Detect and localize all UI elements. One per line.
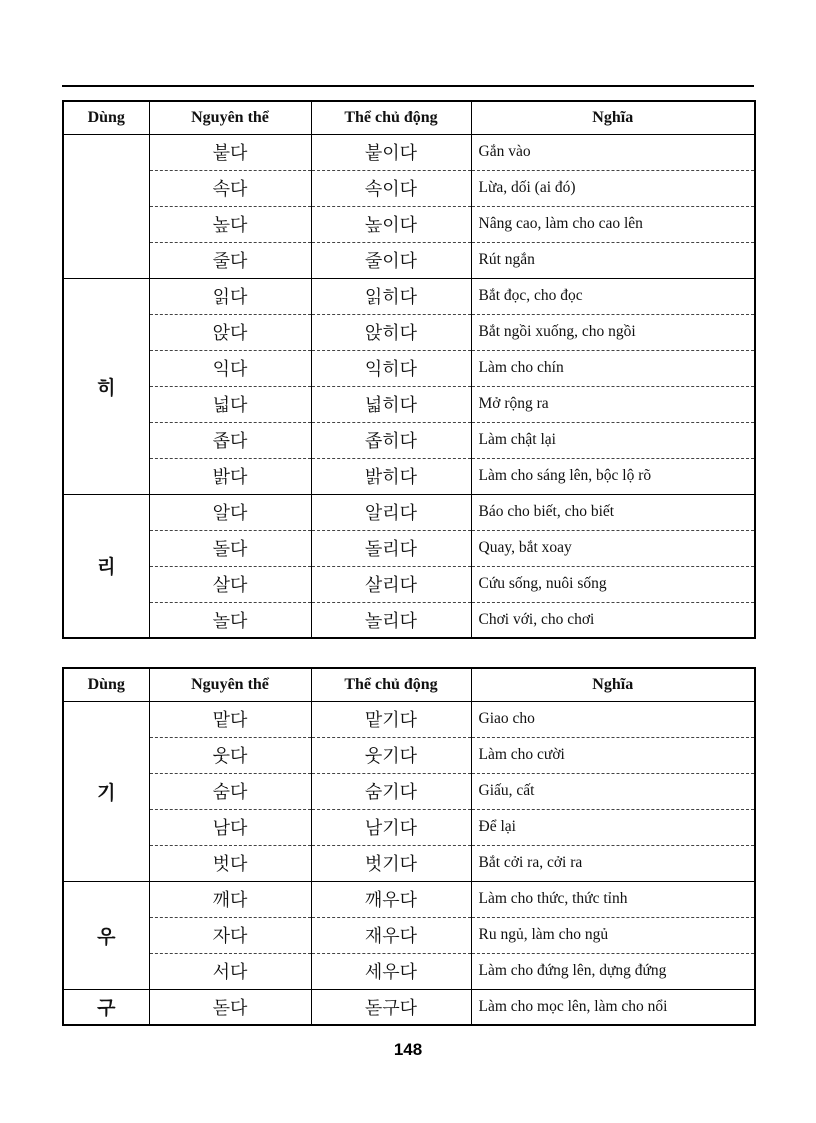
table-row <box>63 314 755 350</box>
causative-form-cell: 속이다 <box>311 170 471 206</box>
meaning-cell: Mở rộng ra <box>471 386 755 422</box>
table-row <box>63 458 755 494</box>
base-form-cell: 읽다 <box>149 278 311 314</box>
column-header-nguyen-the: Nguyên thể <box>149 668 311 701</box>
table-row <box>63 701 755 737</box>
meaning-cell: Làm cho sáng lên, bộc lộ rõ <box>471 458 755 494</box>
meaning-cell: Ru ngủ, làm cho ngủ <box>471 917 755 953</box>
column-header-dung: Dùng <box>63 101 149 134</box>
table-row <box>63 170 755 206</box>
causative-form-cell: 웃기다 <box>311 737 471 773</box>
causative-form-cell: 깨우다 <box>311 881 471 917</box>
table-row <box>63 422 755 458</box>
group-suffix-label: 기 <box>63 701 149 881</box>
table-row <box>63 350 755 386</box>
meaning-cell: Làm cho chín <box>471 350 755 386</box>
base-form-cell: 넓다 <box>149 386 311 422</box>
base-form-cell: 깨다 <box>149 881 311 917</box>
verb-table-section-2 <box>62 667 756 1026</box>
meaning-cell: Làm cho thức, thức tỉnh <box>471 881 755 917</box>
meaning-cell: Bắt đọc, cho đọc <box>471 278 755 314</box>
group-suffix-label: 히 <box>63 278 149 494</box>
causative-form-cell: 돋구다 <box>311 989 471 1025</box>
causative-form-cell: 좁히다 <box>311 422 471 458</box>
meaning-cell: Bắt cởi ra, cởi ra <box>471 845 755 881</box>
header-row <box>63 101 755 134</box>
table-row <box>63 845 755 881</box>
table-row <box>63 242 755 278</box>
column-header-nghia: Nghĩa <box>471 668 755 701</box>
meaning-cell: Để lại <box>471 809 755 845</box>
base-form-cell: 알다 <box>149 494 311 530</box>
meaning-cell: Làm chật lại <box>471 422 755 458</box>
group-suffix-label <box>63 134 149 278</box>
group-suffix-label: 우 <box>63 881 149 989</box>
column-header-nghia: Nghĩa <box>471 101 755 134</box>
meaning-cell: Làm cho mọc lên, làm cho nổi <box>471 989 755 1025</box>
base-form-cell: 붙다 <box>149 134 311 170</box>
causative-form-cell: 익히다 <box>311 350 471 386</box>
group-suffix-label: 구 <box>63 989 149 1025</box>
table-row <box>63 206 755 242</box>
base-form-cell: 앉다 <box>149 314 311 350</box>
causative-form-cell: 알리다 <box>311 494 471 530</box>
meaning-cell: Giao cho <box>471 701 755 737</box>
causative-form-cell: 넓히다 <box>311 386 471 422</box>
meaning-cell: Làm cho cười <box>471 737 755 773</box>
column-header-the-chu-dong: Thể chủ động <box>311 101 471 134</box>
verb-conjugation-table <box>62 100 756 639</box>
table-row <box>63 494 755 530</box>
table-row <box>63 989 755 1025</box>
base-form-cell: 서다 <box>149 953 311 989</box>
base-form-cell: 숨다 <box>149 773 311 809</box>
base-form-cell: 좁다 <box>149 422 311 458</box>
meaning-cell: Bắt ngồi xuống, cho ngồi <box>471 314 755 350</box>
causative-form-cell: 밝히다 <box>311 458 471 494</box>
table-row <box>63 602 755 638</box>
causative-form-cell: 벗기다 <box>311 845 471 881</box>
meaning-cell: Gắn vào <box>471 134 755 170</box>
meaning-cell: Giấu, cất <box>471 773 755 809</box>
causative-form-cell: 읽히다 <box>311 278 471 314</box>
causative-form-cell: 놀리다 <box>311 602 471 638</box>
meaning-cell: Quay, bắt xoay <box>471 530 755 566</box>
column-header-the-chu-dong: Thể chủ động <box>311 668 471 701</box>
meaning-cell: Lừa, dối (ai đó) <box>471 170 755 206</box>
table-row <box>63 773 755 809</box>
meaning-cell: Báo cho biết, cho biết <box>471 494 755 530</box>
causative-form-cell: 맡기다 <box>311 701 471 737</box>
meaning-cell: Làm cho đứng lên, dựng đứng <box>471 953 755 989</box>
table-row <box>63 278 755 314</box>
base-form-cell: 자다 <box>149 917 311 953</box>
table-row <box>63 134 755 170</box>
causative-form-cell: 살리다 <box>311 566 471 602</box>
base-form-cell: 속다 <box>149 170 311 206</box>
base-form-cell: 높다 <box>149 206 311 242</box>
base-form-cell: 줄다 <box>149 242 311 278</box>
causative-form-cell: 남기다 <box>311 809 471 845</box>
table-row <box>63 530 755 566</box>
base-form-cell: 웃다 <box>149 737 311 773</box>
causative-form-cell: 세우다 <box>311 953 471 989</box>
column-header-dung: Dùng <box>63 668 149 701</box>
page-number: 148 <box>393 1040 423 1059</box>
causative-form-cell: 붙이다 <box>311 134 471 170</box>
base-form-cell: 벗다 <box>149 845 311 881</box>
table-row <box>63 953 755 989</box>
group-suffix-label: 리 <box>63 494 149 638</box>
causative-form-cell: 줄이다 <box>311 242 471 278</box>
causative-form-cell: 숨기다 <box>311 773 471 809</box>
meaning-cell: Nâng cao, làm cho cao lên <box>471 206 755 242</box>
causative-form-cell: 재우다 <box>311 917 471 953</box>
base-form-cell: 돋다 <box>149 989 311 1025</box>
table-row <box>63 737 755 773</box>
base-form-cell: 돌다 <box>149 530 311 566</box>
verb-conjugation-table <box>62 667 756 1026</box>
header-row <box>63 668 755 701</box>
meaning-cell: Rút ngắn <box>471 242 755 278</box>
meaning-cell: Chơi với, cho chơi <box>471 602 755 638</box>
top-rule-divider <box>62 85 754 87</box>
base-form-cell: 익다 <box>149 350 311 386</box>
table-row <box>63 881 755 917</box>
causative-form-cell: 앉히다 <box>311 314 471 350</box>
table-row <box>63 386 755 422</box>
meaning-cell: Cứu sống, nuôi sống <box>471 566 755 602</box>
base-form-cell: 살다 <box>149 566 311 602</box>
verb-table-section-1 <box>62 100 756 639</box>
column-header-nguyen-the: Nguyên thể <box>149 101 311 134</box>
table-row <box>63 566 755 602</box>
base-form-cell: 맡다 <box>149 701 311 737</box>
base-form-cell: 놀다 <box>149 602 311 638</box>
base-form-cell: 밝다 <box>149 458 311 494</box>
causative-form-cell: 높이다 <box>311 206 471 242</box>
causative-form-cell: 돌리다 <box>311 530 471 566</box>
table-row <box>63 809 755 845</box>
base-form-cell: 남다 <box>149 809 311 845</box>
table-row <box>63 917 755 953</box>
